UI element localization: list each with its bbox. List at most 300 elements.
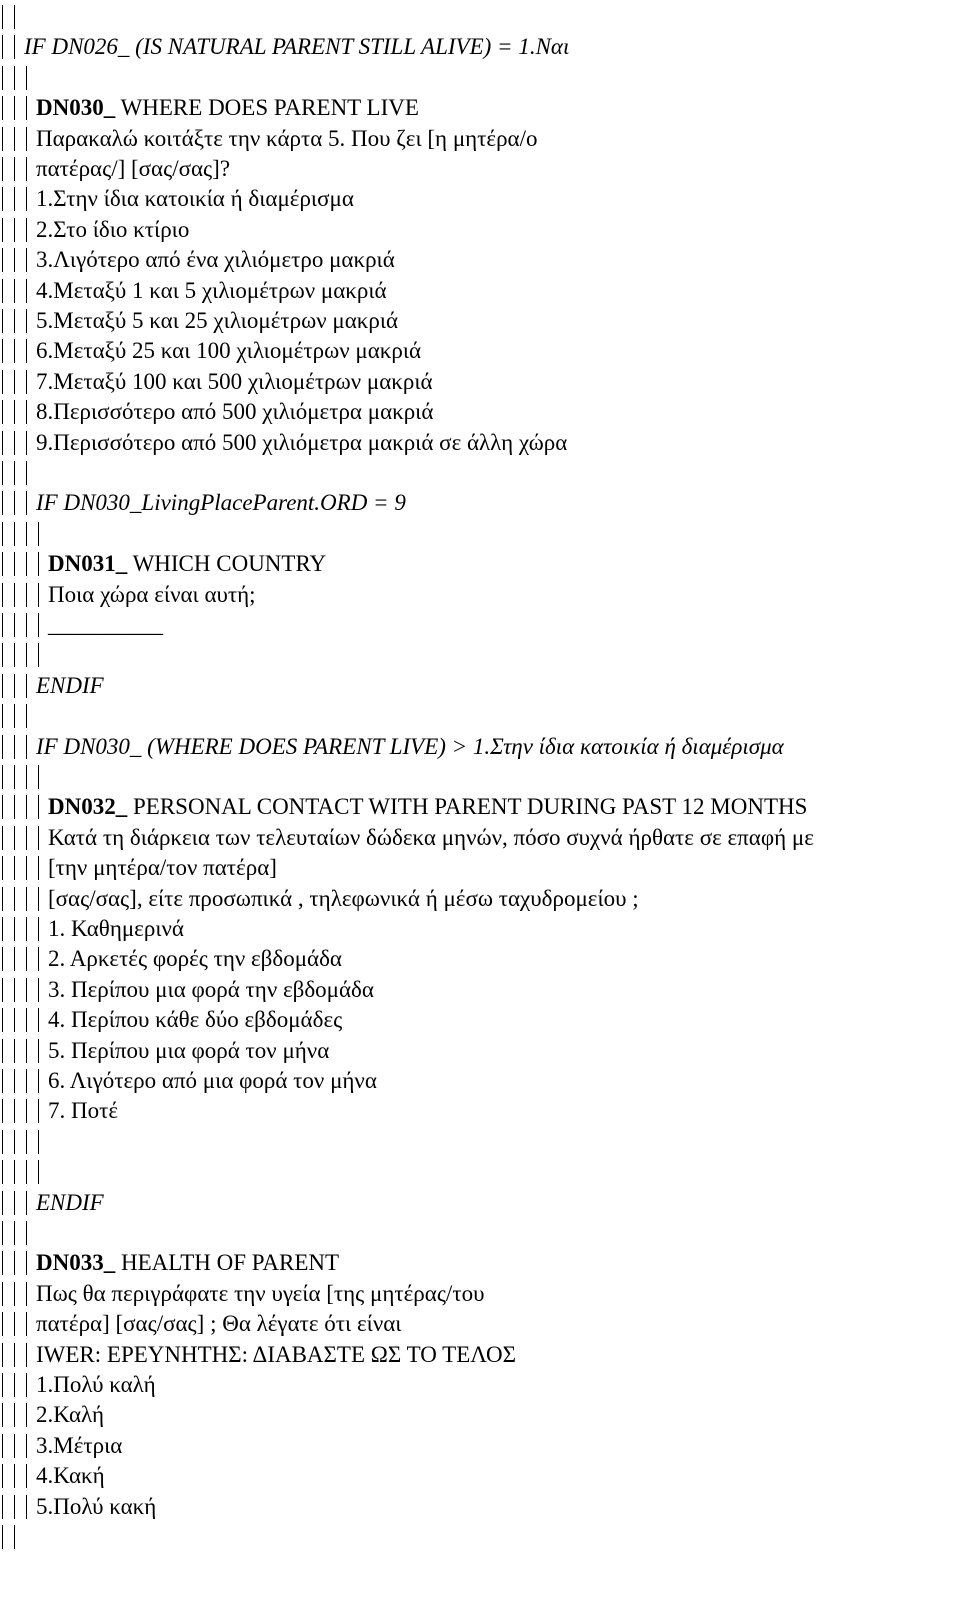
nesting-bar [14,400,15,424]
line-text [48,853,277,883]
line-text [36,1492,156,1522]
text-segment: 9.Περισσότερο από 500 χιλιόμετρα μακριά σε άλλη χώρα [36,429,568,455]
nesting-bar [2,1343,3,1367]
doc-line [0,63,960,93]
nesting-bar [14,1282,15,1306]
line-text [36,1370,156,1400]
nesting-bar [14,1312,15,1336]
text-segment: IF DN026_ (IS NATURAL PARENT STILL ALIVE) = 1.Ναι [24,34,570,60]
nesting-bar [38,887,39,911]
text-segment: IWER: ΕΡΕΥΝΗΤΗΣ: ΔΙΑΒΑΣΤΕ ΩΣ ΤΟ ΤΕΛΟΣ [36,1341,517,1367]
doc-line [0,975,960,1005]
nesting-bar [14,5,15,29]
nesting-bar [14,461,15,485]
nesting-bar [26,583,27,607]
nesting-bar [38,643,39,667]
nesting-bar [2,795,3,819]
doc-line [0,184,960,214]
line-text [48,1066,377,1096]
text-segment: ENDIF [36,672,104,698]
nesting-bar [2,309,3,333]
text-segment: 1. Καθημερινά [48,916,184,941]
text-segment: IF DN030_ (WHERE DOES PARENT LIVE) > 1.Στην ίδια κατοικία ή διαμέρισμα [36,733,784,759]
text-segment: 5.Μεταξύ 5 και 25 χιλιομέτρων μακριά [36,308,399,333]
nesting-bar [26,461,27,485]
nesting-bar [38,795,39,819]
nesting-bar [38,1130,39,1154]
nesting-bar [2,856,3,880]
line-text [36,1461,105,1491]
nesting-bar [26,1039,27,1063]
nesting-bar [26,674,27,698]
nesting-bar [14,1221,15,1245]
text-segment: 3.Λιγότερο από ένα χιλιόμετρο μακριά [36,247,395,273]
nesting-bar [26,1312,27,1336]
doc-line [0,367,960,397]
nesting-bar [38,978,39,1002]
line-text [36,245,395,275]
nesting-bar [26,795,27,819]
nesting-bar [2,1160,3,1184]
doc-line [0,732,960,762]
line-text [36,306,398,336]
nesting-bar [26,1099,27,1123]
nesting-bar [2,248,3,272]
nesting-bar [14,1251,15,1275]
doc-line [0,640,960,670]
doc-line [0,154,960,184]
doc-line [0,701,960,731]
line-text [36,367,433,397]
nesting-bar [14,887,15,911]
nesting-bar [38,1039,39,1063]
doc-line [0,580,960,610]
nesting-bar [14,1160,15,1184]
nesting-bar [2,1373,3,1397]
nesting-bar [2,765,3,789]
line-text [24,32,569,62]
line-text [36,1188,104,1218]
nesting-bar [26,917,27,941]
line-text [48,1036,329,1066]
nesting-bar [2,917,3,941]
nesting-bar [26,1221,27,1245]
line-text [48,944,342,974]
nesting-bar [38,1160,39,1184]
text-segment: IF DN030_LivingPlaceParent.ORD = 9 [36,490,406,516]
text-segment: 4.Μεταξύ 1 και 5 χιλιομέτρων μακριά [36,277,387,303]
nesting-bar [2,947,3,971]
doc-line [0,1431,960,1461]
text-segment: 4. Περίπου κάθε δύο εβδομάδες [48,1007,343,1033]
doc-line [0,1340,960,1370]
nesting-bar [38,1008,39,1032]
doc-line [0,1127,960,1157]
nesting-bar [26,187,27,211]
line-text [48,1005,342,1035]
nesting-bar [26,1464,27,1488]
nesting-bar [14,613,15,637]
nesting-bar [2,400,3,424]
doc-line [0,2,960,32]
question-code: DN031_ [48,551,128,577]
nesting-bar [2,1008,3,1032]
doc-line [0,488,960,518]
nesting-bar [14,96,15,120]
nesting-bar [38,522,39,546]
nesting-bar [26,1130,27,1154]
nesting-bar [26,279,27,303]
nesting-bar [2,887,3,911]
nesting-bar [2,552,3,576]
nesting-bar [26,613,27,637]
nesting-bar [26,157,27,181]
nesting-bar [2,339,3,363]
line-text [48,549,326,579]
nesting-bar [38,856,39,880]
line-text [36,1400,104,1430]
nesting-bar [14,674,15,698]
nesting-bar [2,704,3,728]
text-segment: __________ [48,612,163,637]
question-code: DN033_ [36,1250,116,1276]
nesting-bar [38,613,39,637]
nesting-bar [14,187,15,211]
doc-line [0,397,960,427]
doc-line [0,823,960,853]
doc-line [0,124,960,154]
doc-line [0,1400,960,1430]
doc-line [0,519,960,549]
line-text [36,1309,401,1339]
doc-line [0,428,960,458]
line-text [36,1431,122,1461]
doc-line [0,671,960,701]
nesting-bar [14,1099,15,1123]
text-segment: 2. Αρκετές φορές την εβδομάδα [48,946,342,972]
line-text [48,1096,118,1126]
nesting-bar [26,1069,27,1093]
line-text [36,671,104,701]
line-text [48,823,814,853]
nesting-bar [14,218,15,242]
nesting-bar [26,1373,27,1397]
nesting-bar [14,1039,15,1063]
doc-line [0,336,960,366]
nesting-bar [2,218,3,242]
nesting-bar [14,735,15,759]
nesting-bar [14,1130,15,1154]
nesting-bar [2,1251,3,1275]
line-text [36,397,433,427]
doc-line [0,762,960,792]
text-segment: HEALTH OF PARENT [115,1250,340,1276]
doc-line [0,1248,960,1278]
text-segment: WHICH COUNTRY [127,551,327,577]
text-segment: [σας/σας], είτε προσωπικά , τηλεφωνικά ή μέσω ταχυδρομείου ; [48,885,639,911]
doc-line [0,215,960,245]
text-segment: Πως θα περιγράφατε την υγεία [της μητέρας/του [36,1280,485,1306]
line-text [48,914,184,944]
nesting-bar [2,826,3,850]
doc-line [0,93,960,123]
text-segment: πατέρας/] [σας/σας]? [36,156,231,181]
doc-line [0,914,960,944]
text-segment: Κατά τη διάρκεια των τελευταίων δώδεκα μηνών, πόσο συχνά ήρθατε σε επαφή με [48,824,814,850]
nesting-bar [14,978,15,1002]
nesting-bar [14,127,15,151]
doc-line [0,1522,960,1552]
nesting-bar [14,583,15,607]
nesting-bar [26,96,27,120]
nesting-bar [2,613,3,637]
nesting-bar [14,1434,15,1458]
doc-line [0,1279,960,1309]
text-segment: 2.Στο ίδιο κτίριο [36,216,190,242]
nesting-bar [14,856,15,880]
nesting-bar [2,127,3,151]
nesting-bar [14,917,15,941]
line-text [36,276,387,306]
nesting-bar [38,1069,39,1093]
nesting-bar [14,947,15,971]
nesting-bar [2,370,3,394]
line-text [36,1279,484,1309]
text-segment: 1.Στην ίδια κατοικία ή διαμέρισμα [36,186,354,212]
nesting-bar [2,1069,3,1093]
nesting-bar [2,1191,3,1215]
line-text [48,610,163,640]
nesting-bar [14,1373,15,1397]
nesting-bar [14,1495,15,1519]
text-segment: 6.Μεταξύ 25 και 100 χιλιομέτρων μακριά [36,338,422,364]
line-text [36,154,230,184]
nesting-bar [38,1099,39,1123]
doc-line [0,549,960,579]
doc-line [0,1188,960,1218]
nesting-bar [26,1403,27,1427]
text-segment: 7. Ποτέ [48,1098,119,1124]
text-segment: 5. Περίπου μια φορά τον μήνα [48,1037,330,1063]
nesting-bar [2,978,3,1002]
nesting-bar [38,826,39,850]
nesting-bar [26,1251,27,1275]
nesting-bar [26,309,27,333]
doc-line [0,1036,960,1066]
nesting-bar [14,279,15,303]
nesting-bar [26,218,27,242]
doc-line [0,1005,960,1035]
nesting-bar [14,431,15,455]
nesting-bar [38,765,39,789]
nesting-bar [2,1282,3,1306]
nesting-bar [38,947,39,971]
line-text [48,884,639,914]
text-segment: [την μητέρα/τον πατέρα] [48,855,277,881]
question-code: DN032_ [48,794,128,820]
nesting-bar [26,248,27,272]
nesting-bar [2,1039,3,1063]
nesting-bar [14,795,15,819]
doc-line [0,306,960,336]
doc-line [0,1066,960,1096]
nesting-bar [26,887,27,911]
nesting-bar [2,461,3,485]
nesting-bar [2,5,3,29]
line-text [36,428,567,458]
nesting-bar [14,370,15,394]
nesting-bar [26,826,27,850]
text-segment: 1.Πολύ καλή [36,1372,156,1397]
line-text [36,336,421,366]
nesting-bar [2,735,3,759]
doc-line [0,1370,960,1400]
nesting-bar [2,66,3,90]
text-segment: WHERE DOES PARENT LIVE [115,95,419,121]
nesting-bar [26,1434,27,1458]
doc-line [0,944,960,974]
doc-line [0,1461,960,1491]
text-segment: 7.Μεταξύ 100 και 500 χιλιομέτρων μακριά [36,368,433,394]
nesting-bar [14,704,15,728]
line-text [48,580,256,610]
nesting-bar [14,248,15,272]
nesting-bar [14,1008,15,1032]
nesting-bar [26,1495,27,1519]
nesting-bar [26,978,27,1002]
nesting-bar [2,1312,3,1336]
nesting-bar [2,1495,3,1519]
text-segment: πατέρα] [σας/σας] ; Θα λέγατε ότι είναι [36,1311,402,1337]
nesting-bar [14,339,15,363]
doc-line [0,1157,960,1187]
nesting-bar [2,1525,3,1549]
nesting-bar [2,1099,3,1123]
nesting-bar [14,643,15,667]
nesting-bar [2,431,3,455]
line-text [36,732,784,762]
doc-line [0,1218,960,1248]
nesting-bar [26,1008,27,1032]
text-segment: 3.Μέτρια [36,1432,123,1458]
doc-line [0,245,960,275]
doc-line [0,458,960,488]
nesting-bar [26,704,27,728]
nesting-bar [14,157,15,181]
line-text [36,215,189,245]
nesting-bar [14,765,15,789]
nesting-bar [2,96,3,120]
nesting-bar [14,1525,15,1549]
nesting-bar [14,1069,15,1093]
nesting-bar [26,765,27,789]
nesting-bar [26,947,27,971]
nesting-bar [26,1191,27,1215]
nesting-bar [26,522,27,546]
nesting-bar [2,187,3,211]
line-text [48,975,374,1005]
nesting-bar [38,917,39,941]
doc-line [0,1309,960,1339]
question-code: DN030_ [36,95,116,121]
nesting-bar [26,66,27,90]
nesting-bar [2,1464,3,1488]
nesting-bar [14,552,15,576]
nesting-bar [14,826,15,850]
text-segment: 6. Λιγότερο από μια φορά τον μήνα [48,1068,377,1093]
nesting-bar [2,583,3,607]
nesting-bar [26,1343,27,1367]
nesting-bar [14,309,15,333]
nesting-bar [2,643,3,667]
doc-line [0,276,960,306]
nesting-bar [38,552,39,576]
nesting-bar [2,1130,3,1154]
nesting-bar [14,1191,15,1215]
text-segment: 3. Περίπου μια φορά την εβδομάδα [48,976,374,1002]
nesting-bar [26,856,27,880]
doc-line [0,884,960,914]
nesting-bar [38,583,39,607]
nesting-bar [26,1160,27,1184]
nesting-bar [2,491,3,515]
nesting-bar [26,1282,27,1306]
nesting-bar [2,157,3,181]
nesting-bar [14,1343,15,1367]
nesting-bar [14,35,15,59]
doc-line [0,853,960,883]
doc-line [0,1096,960,1126]
doc-line [0,610,960,640]
line-text [48,792,807,822]
text-segment: PERSONAL CONTACT WITH PARENT DURING PAST 12 MONTHS [127,794,808,820]
nesting-bar [2,1221,3,1245]
text-segment: Ποια χώρα είναι αυτή; [48,581,256,607]
nesting-bar [26,127,27,151]
line-text [36,93,419,123]
nesting-bar [14,66,15,90]
text-segment: 5.Πολύ κακή [36,1493,157,1519]
nesting-bar [2,1403,3,1427]
text-segment: Παρακαλώ κοιτάξτε την κάρτα 5. Που ζει [η μητέρα/ο [36,125,538,151]
nesting-bar [14,1403,15,1427]
nesting-bar [26,370,27,394]
line-text [36,1248,339,1278]
nesting-bar [26,339,27,363]
nesting-bar [2,279,3,303]
nesting-bar [26,491,27,515]
nesting-bar [2,522,3,546]
text-segment: 8.Περισσότερο από 500 χιλιόμετρα μακριά [36,399,434,425]
nesting-bar [14,491,15,515]
nesting-bar [2,674,3,698]
text-segment: ENDIF [36,1189,104,1215]
line-text [36,184,354,214]
line-text [36,1340,516,1370]
doc-line [0,32,960,62]
nesting-bar [26,400,27,424]
doc-line [0,792,960,822]
nesting-bar [14,522,15,546]
nesting-bar [14,1464,15,1488]
line-text [36,124,538,154]
nesting-bar [2,35,3,59]
nesting-bar [26,735,27,759]
doc-line [0,1492,960,1522]
nesting-bar [26,431,27,455]
text-segment: 2.Καλή [36,1402,105,1428]
line-text [36,488,406,518]
